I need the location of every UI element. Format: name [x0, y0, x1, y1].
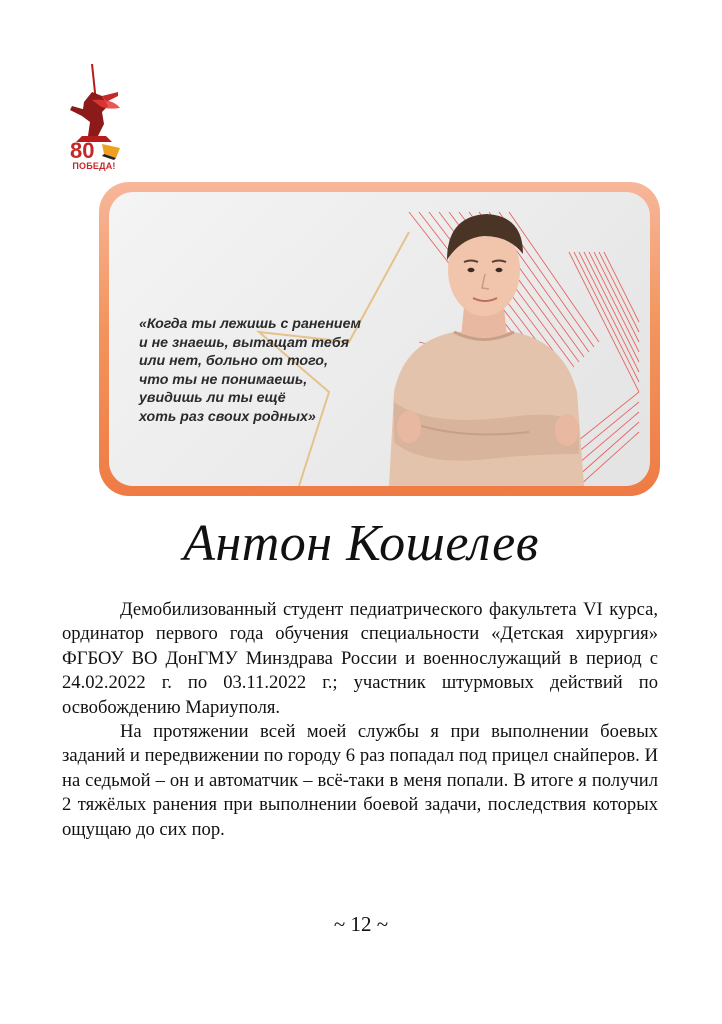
banner-frame: [99, 182, 660, 496]
page-number: ~ 12 ~: [333, 912, 389, 936]
article-body: [62, 598, 658, 842]
banner-image: [109, 192, 650, 486]
logo-label: ПОБЕДА!: [72, 161, 116, 171]
victory-80-logo: [62, 62, 126, 180]
paragraph: Демобилизованный студент педиатрического факультета VI курса, ординатор первого года обучения специальности «Детская хирургия» ФГБОУ ВО ДонГМУ Минздрава России и военнослужащий в период с 24.02.2022 г. по 03.11.2022 г.; участник штурмовых действий по освобождению Мариуполя.: [62, 599, 658, 718]
logo-number: 80: [70, 138, 95, 163]
banner-quote: «Когда ты лежишь с ранением и не знаешь, вытащат тебя или нет, больно от того, что ты не понимаешь, увидишь ли ты ещё хоть раз своих родных»: [139, 316, 361, 425]
paragraph: На протяжении всей моей службы я при выполнении боевых заданий и передвижении по городу 6 раз попадал под прицел снайперов. И на седьмой – он и автоматчик – всё-таки в меня попали. В итоге я получил 2 тяжёлых ранения при выполнении боевой задачи, последствия которых ощущаю до сих пор.: [62, 721, 658, 840]
person-name-heading: Антон Кошелев: [183, 515, 539, 572]
